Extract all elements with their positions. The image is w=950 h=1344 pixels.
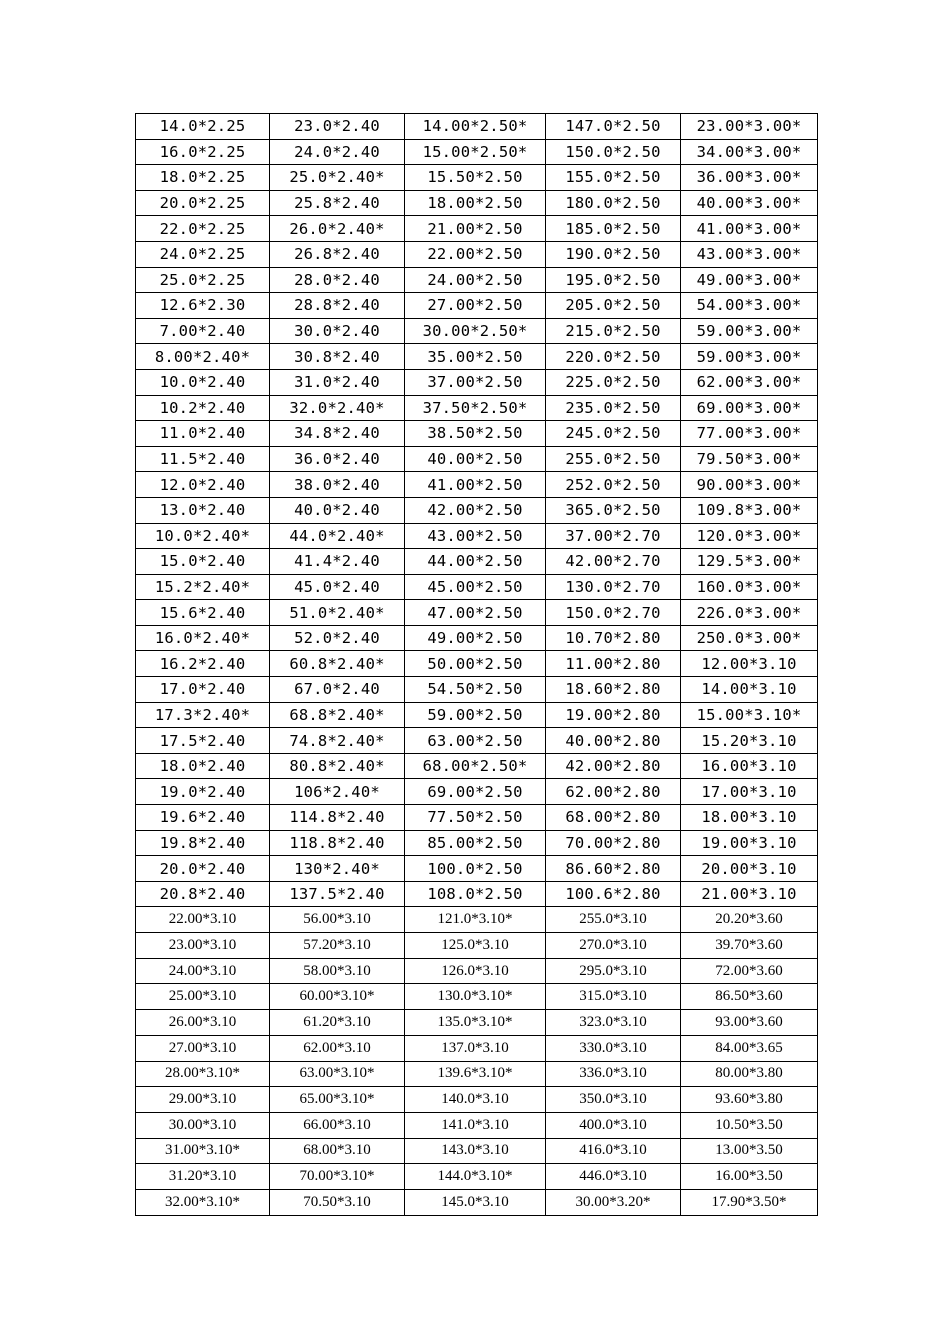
table-cell: 18.0*2.25	[136, 165, 270, 191]
table-row	[136, 1035, 818, 1061]
table-cell: 14.0*2.25	[136, 114, 270, 140]
table-row	[136, 549, 818, 575]
table-row	[136, 574, 818, 600]
table-cell: 27.00*3.10	[136, 1035, 270, 1061]
table-row	[136, 165, 818, 191]
table-cell: 416.0*3.10	[546, 1138, 681, 1164]
table-cell: 145.0*3.10	[405, 1189, 546, 1215]
table-cell: 86.50*3.60	[681, 984, 818, 1010]
table-row	[136, 907, 818, 933]
table-cell: 40.00*2.50	[405, 446, 546, 472]
table-row	[136, 651, 818, 677]
table-cell: 93.00*3.60	[681, 1010, 818, 1036]
table-cell: 68.00*2.50*	[405, 753, 546, 779]
table-cell: 70.00*2.80	[546, 830, 681, 856]
table-cell: 11.00*2.80	[546, 651, 681, 677]
table-cell: 65.00*3.10*	[270, 1087, 405, 1113]
table-cell: 205.0*2.50	[546, 293, 681, 319]
table-cell: 57.20*3.10	[270, 933, 405, 959]
table-cell: 295.0*3.10	[546, 958, 681, 984]
table-cell: 16.0*2.40*	[136, 625, 270, 651]
table-cell: 40.00*2.80	[546, 728, 681, 754]
table-cell: 42.00*2.50	[405, 497, 546, 523]
table-cell: 190.0*2.50	[546, 241, 681, 267]
table-cell: 36.0*2.40	[270, 446, 405, 472]
table-cell: 43.00*2.50	[405, 523, 546, 549]
table-cell: 130.0*2.70	[546, 574, 681, 600]
table-cell: 25.8*2.40	[270, 190, 405, 216]
table-cell: 39.70*3.60	[681, 933, 818, 959]
table-cell: 23.00*3.00*	[681, 114, 818, 140]
table-cell: 90.00*3.00*	[681, 472, 818, 498]
table-cell: 185.0*2.50	[546, 216, 681, 242]
table-cell: 22.0*2.25	[136, 216, 270, 242]
table-row	[136, 779, 818, 805]
table-cell: 125.0*3.10	[405, 933, 546, 959]
table-cell: 93.60*3.80	[681, 1087, 818, 1113]
table-cell: 31.20*3.10	[136, 1164, 270, 1190]
table-cell: 51.0*2.40*	[270, 600, 405, 626]
table-cell: 13.00*3.50	[681, 1138, 818, 1164]
table-cell: 37.50*2.50*	[405, 395, 546, 421]
table-cell: 70.00*3.10*	[270, 1164, 405, 1190]
table-cell: 24.0*2.25	[136, 241, 270, 267]
table-cell: 20.00*3.10	[681, 856, 818, 882]
table-row	[136, 395, 818, 421]
table-cell: 150.0*2.70	[546, 600, 681, 626]
table-cell: 23.0*2.40	[270, 114, 405, 140]
table-cell: 68.00*3.10	[270, 1138, 405, 1164]
table-cell: 130.0*3.10*	[405, 984, 546, 1010]
table-row	[136, 1138, 818, 1164]
table-cell: 130*2.40*	[270, 856, 405, 882]
size-table-body	[136, 114, 818, 1216]
table-cell: 137.5*2.40	[270, 881, 405, 907]
table-cell: 61.20*3.10	[270, 1010, 405, 1036]
table-cell: 59.00*2.50	[405, 702, 546, 728]
table-row	[136, 1112, 818, 1138]
table-cell: 59.00*3.00*	[681, 344, 818, 370]
table-cell: 10.0*2.40	[136, 369, 270, 395]
table-cell: 11.0*2.40	[136, 421, 270, 447]
table-row	[136, 728, 818, 754]
table-cell: 330.0*3.10	[546, 1035, 681, 1061]
table-cell: 235.0*2.50	[546, 395, 681, 421]
table-cell: 17.5*2.40	[136, 728, 270, 754]
table-cell: 70.50*3.10	[270, 1189, 405, 1215]
table-cell: 77.50*2.50	[405, 805, 546, 831]
table-cell: 80.00*3.80	[681, 1061, 818, 1087]
table-cell: 86.60*2.80	[546, 856, 681, 882]
table-row	[136, 933, 818, 959]
table-cell: 141.0*3.10	[405, 1112, 546, 1138]
table-cell: 59.00*3.00*	[681, 318, 818, 344]
table-cell: 225.0*2.50	[546, 369, 681, 395]
table-cell: 18.00*3.10	[681, 805, 818, 831]
table-cell: 323.0*3.10	[546, 1010, 681, 1036]
table-cell: 14.00*2.50*	[405, 114, 546, 140]
table-cell: 26.0*2.40*	[270, 216, 405, 242]
table-row	[136, 702, 818, 728]
table-cell: 18.60*2.80	[546, 677, 681, 703]
table-cell: 135.0*3.10*	[405, 1010, 546, 1036]
table-cell: 446.0*3.10	[546, 1164, 681, 1190]
table-cell: 252.0*2.50	[546, 472, 681, 498]
table-cell: 22.00*2.50	[405, 241, 546, 267]
table-cell: 16.00*3.10	[681, 753, 818, 779]
table-cell: 21.00*3.10	[681, 881, 818, 907]
table-cell: 15.2*2.40*	[136, 574, 270, 600]
table-cell: 21.00*2.50	[405, 216, 546, 242]
table-cell: 37.00*2.70	[546, 523, 681, 549]
table-cell: 17.90*3.50*	[681, 1189, 818, 1215]
table-cell: 18.0*2.40	[136, 753, 270, 779]
table-cell: 365.0*2.50	[546, 497, 681, 523]
table-cell: 49.00*2.50	[405, 625, 546, 651]
table-cell: 42.00*2.70	[546, 549, 681, 575]
table-cell: 49.00*3.00*	[681, 267, 818, 293]
table-cell: 20.0*2.25	[136, 190, 270, 216]
table-cell: 79.50*3.00*	[681, 446, 818, 472]
table-cell: 69.00*3.00*	[681, 395, 818, 421]
table-row	[136, 753, 818, 779]
table-cell: 22.00*3.10	[136, 907, 270, 933]
table-cell: 15.00*3.10*	[681, 702, 818, 728]
table-cell: 40.00*3.00*	[681, 190, 818, 216]
table-row	[136, 984, 818, 1010]
table-cell: 12.0*2.40	[136, 472, 270, 498]
table-cell: 15.0*2.40	[136, 549, 270, 575]
table-cell: 160.0*3.00*	[681, 574, 818, 600]
table-cell: 28.0*2.40	[270, 267, 405, 293]
table-cell: 36.00*3.00*	[681, 165, 818, 191]
table-cell: 226.0*3.00*	[681, 600, 818, 626]
table-cell: 17.3*2.40*	[136, 702, 270, 728]
table-row	[136, 677, 818, 703]
table-row	[136, 856, 818, 882]
table-cell: 62.00*3.10	[270, 1035, 405, 1061]
table-cell: 68.00*2.80	[546, 805, 681, 831]
table-cell: 255.0*3.10	[546, 907, 681, 933]
table-cell: 43.00*3.00*	[681, 241, 818, 267]
table-cell: 17.0*2.40	[136, 677, 270, 703]
table-cell: 19.0*2.40	[136, 779, 270, 805]
table-row	[136, 1061, 818, 1087]
table-cell: 155.0*2.50	[546, 165, 681, 191]
table-cell: 245.0*2.50	[546, 421, 681, 447]
table-row	[136, 190, 818, 216]
table-cell: 15.50*2.50	[405, 165, 546, 191]
table-cell: 140.0*3.10	[405, 1087, 546, 1113]
table-cell: 62.00*3.00*	[681, 369, 818, 395]
table-cell: 60.00*3.10*	[270, 984, 405, 1010]
table-cell: 30.8*2.40	[270, 344, 405, 370]
table-row	[136, 216, 818, 242]
table-cell: 56.00*3.10	[270, 907, 405, 933]
size-table	[135, 113, 818, 1216]
table-row	[136, 369, 818, 395]
table-cell: 16.2*2.40	[136, 651, 270, 677]
table-cell: 114.8*2.40	[270, 805, 405, 831]
table-cell: 137.0*3.10	[405, 1035, 546, 1061]
table-cell: 10.70*2.80	[546, 625, 681, 651]
table-cell: 255.0*2.50	[546, 446, 681, 472]
table-cell: 23.00*3.10	[136, 933, 270, 959]
table-cell: 10.50*3.50	[681, 1112, 818, 1138]
table-cell: 315.0*3.10	[546, 984, 681, 1010]
table-cell: 24.0*2.40	[270, 139, 405, 165]
table-cell: 74.8*2.40*	[270, 728, 405, 754]
table-cell: 350.0*3.10	[546, 1087, 681, 1113]
table-row	[136, 114, 818, 140]
table-row	[136, 1087, 818, 1113]
table-cell: 28.8*2.40	[270, 293, 405, 319]
table-cell: 11.5*2.40	[136, 446, 270, 472]
table-cell: 30.00*3.10	[136, 1112, 270, 1138]
table-cell: 17.00*3.10	[681, 779, 818, 805]
table-cell: 54.50*2.50	[405, 677, 546, 703]
table-cell: 100.0*2.50	[405, 856, 546, 882]
table-cell: 129.5*3.00*	[681, 549, 818, 575]
table-cell: 30.0*2.40	[270, 318, 405, 344]
table-cell: 108.0*2.50	[405, 881, 546, 907]
table-cell: 66.00*3.10	[270, 1112, 405, 1138]
table-cell: 25.00*3.10	[136, 984, 270, 1010]
table-cell: 10.0*2.40*	[136, 523, 270, 549]
table-cell: 400.0*3.10	[546, 1112, 681, 1138]
table-cell: 19.8*2.40	[136, 830, 270, 856]
table-row	[136, 600, 818, 626]
table-cell: 45.00*2.50	[405, 574, 546, 600]
table-cell: 32.0*2.40*	[270, 395, 405, 421]
table-row	[136, 293, 818, 319]
table-cell: 45.0*2.40	[270, 574, 405, 600]
table-cell: 215.0*2.50	[546, 318, 681, 344]
table-cell: 270.0*3.10	[546, 933, 681, 959]
table-cell: 85.00*2.50	[405, 830, 546, 856]
table-cell: 63.00*2.50	[405, 728, 546, 754]
table-cell: 77.00*3.00*	[681, 421, 818, 447]
table-row	[136, 241, 818, 267]
table-cell: 7.00*2.40	[136, 318, 270, 344]
table-cell: 27.00*2.50	[405, 293, 546, 319]
table-cell: 13.0*2.40	[136, 497, 270, 523]
table-cell: 26.00*3.10	[136, 1010, 270, 1036]
table-cell: 24.00*3.10	[136, 958, 270, 984]
table-cell: 100.6*2.80	[546, 881, 681, 907]
table-cell: 16.0*2.25	[136, 139, 270, 165]
table-row	[136, 1189, 818, 1215]
table-cell: 72.00*3.60	[681, 958, 818, 984]
table-row	[136, 472, 818, 498]
table-cell: 19.00*3.10	[681, 830, 818, 856]
table-cell: 14.00*3.10	[681, 677, 818, 703]
table-cell: 60.8*2.40*	[270, 651, 405, 677]
table-cell: 34.8*2.40	[270, 421, 405, 447]
table-cell: 25.0*2.40*	[270, 165, 405, 191]
table-cell: 126.0*3.10	[405, 958, 546, 984]
table-cell: 12.00*3.10	[681, 651, 818, 677]
table-row	[136, 421, 818, 447]
table-row	[136, 830, 818, 856]
table-cell: 250.0*3.00*	[681, 625, 818, 651]
table-cell: 121.0*3.10*	[405, 907, 546, 933]
table-cell: 106*2.40*	[270, 779, 405, 805]
table-cell: 50.00*2.50	[405, 651, 546, 677]
table-cell: 195.0*2.50	[546, 267, 681, 293]
table-cell: 37.00*2.50	[405, 369, 546, 395]
table-cell: 80.8*2.40*	[270, 753, 405, 779]
table-cell: 8.00*2.40*	[136, 344, 270, 370]
table-cell: 38.50*2.50	[405, 421, 546, 447]
table-cell: 44.0*2.40*	[270, 523, 405, 549]
table-cell: 220.0*2.50	[546, 344, 681, 370]
table-cell: 84.00*3.65	[681, 1035, 818, 1061]
table-cell: 15.20*3.10	[681, 728, 818, 754]
table-cell: 150.0*2.50	[546, 139, 681, 165]
table-cell: 69.00*2.50	[405, 779, 546, 805]
table-cell: 18.00*2.50	[405, 190, 546, 216]
table-cell: 25.0*2.25	[136, 267, 270, 293]
table-cell: 180.0*2.50	[546, 190, 681, 216]
table-cell: 19.00*2.80	[546, 702, 681, 728]
table-cell: 12.6*2.30	[136, 293, 270, 319]
table-cell: 26.8*2.40	[270, 241, 405, 267]
table-cell: 54.00*3.00*	[681, 293, 818, 319]
table-cell: 19.6*2.40	[136, 805, 270, 831]
table-row	[136, 446, 818, 472]
table-cell: 58.00*3.10	[270, 958, 405, 984]
table-cell: 15.00*2.50*	[405, 139, 546, 165]
table-cell: 31.0*2.40	[270, 369, 405, 395]
table-cell: 38.0*2.40	[270, 472, 405, 498]
table-cell: 16.00*3.50	[681, 1164, 818, 1190]
table-row	[136, 523, 818, 549]
table-row	[136, 1010, 818, 1036]
table-cell: 31.00*3.10*	[136, 1138, 270, 1164]
table-row	[136, 625, 818, 651]
table-cell: 24.00*2.50	[405, 267, 546, 293]
table-cell: 120.0*3.00*	[681, 523, 818, 549]
table-cell: 41.00*3.00*	[681, 216, 818, 242]
table-cell: 47.00*2.50	[405, 600, 546, 626]
table-cell: 28.00*3.10*	[136, 1061, 270, 1087]
table-cell: 30.00*2.50*	[405, 318, 546, 344]
table-cell: 144.0*3.10*	[405, 1164, 546, 1190]
table-cell: 139.6*3.10*	[405, 1061, 546, 1087]
table-cell: 20.0*2.40	[136, 856, 270, 882]
table-cell: 35.00*2.50	[405, 344, 546, 370]
table-row	[136, 497, 818, 523]
table-row	[136, 344, 818, 370]
table-cell: 40.0*2.40	[270, 497, 405, 523]
table-cell: 63.00*3.10*	[270, 1061, 405, 1087]
table-cell: 68.8*2.40*	[270, 702, 405, 728]
table-cell: 29.00*3.10	[136, 1087, 270, 1113]
table-cell: 118.8*2.40	[270, 830, 405, 856]
table-row	[136, 958, 818, 984]
table-cell: 147.0*2.50	[546, 114, 681, 140]
table-row	[136, 318, 818, 344]
table-row	[136, 267, 818, 293]
table-cell: 41.4*2.40	[270, 549, 405, 575]
table-cell: 42.00*2.80	[546, 753, 681, 779]
table-cell: 143.0*3.10	[405, 1138, 546, 1164]
table-row	[136, 139, 818, 165]
table-cell: 30.00*3.20*	[546, 1189, 681, 1215]
table-cell: 336.0*3.10	[546, 1061, 681, 1087]
table-cell: 41.00*2.50	[405, 472, 546, 498]
table-cell: 52.0*2.40	[270, 625, 405, 651]
table-cell: 44.00*2.50	[405, 549, 546, 575]
table-cell: 15.6*2.40	[136, 600, 270, 626]
table-cell: 67.0*2.40	[270, 677, 405, 703]
table-cell: 62.00*2.80	[546, 779, 681, 805]
table-cell: 34.00*3.00*	[681, 139, 818, 165]
table-cell: 10.2*2.40	[136, 395, 270, 421]
table-cell: 20.20*3.60	[681, 907, 818, 933]
table-row	[136, 881, 818, 907]
table-cell: 32.00*3.10*	[136, 1189, 270, 1215]
table-cell: 20.8*2.40	[136, 881, 270, 907]
table-row	[136, 1164, 818, 1190]
table-row	[136, 805, 818, 831]
table-cell: 109.8*3.00*	[681, 497, 818, 523]
